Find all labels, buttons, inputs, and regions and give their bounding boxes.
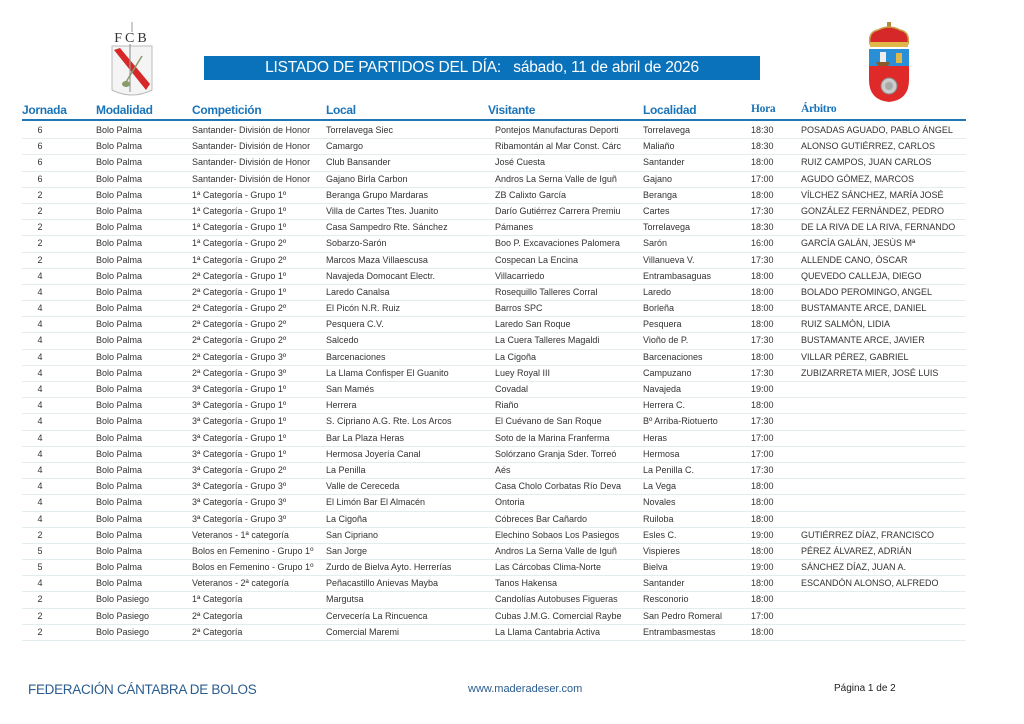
cell-visitante: Pontejos Manufacturas Deporti (495, 125, 619, 135)
table-row (22, 479, 966, 495)
table-row (22, 155, 966, 171)
cell-hora: 17:30 (751, 416, 774, 427)
table-row (22, 414, 966, 430)
cell-modalidad: Bolo Palma (96, 157, 143, 168)
cell-competicion: 2ª Categoría - Grupo 2º (192, 303, 287, 314)
cell-modalidad: Bolo Palma (96, 189, 143, 200)
cell-visitante: Casa Cholo Corbatas Río Deva (495, 481, 622, 492)
cell-jornada: 6 (37, 141, 43, 152)
cantabria-coat-of-arms (864, 22, 914, 104)
table-row (22, 625, 966, 641)
cell-jornada: 4 (37, 286, 43, 297)
cell-competicion: 3ª Categoría - Grupo 3º (192, 481, 287, 492)
cell-modalidad: Bolo Palma (96, 351, 143, 362)
cell-jornada: 4 (37, 513, 43, 524)
cell-localidad: Gajano (643, 173, 673, 184)
cell-competicion: 2ª Categoría - Grupo 2º (192, 335, 287, 346)
cell-local: Pesquera C.V. (326, 319, 384, 330)
cell-hora: 18:00 (751, 270, 774, 281)
cell-local: El Limón Bar El Almacén (326, 497, 426, 508)
table-row (22, 560, 966, 576)
cell-local: Barcenaciones (326, 351, 386, 362)
cell-jornada: 4 (37, 578, 43, 589)
cell-hora: 18:00 (751, 400, 774, 411)
cell-arbitro: AGUDO GÓMEZ, MARCOS (801, 173, 915, 184)
cell-modalidad: Bolo Palma (96, 141, 143, 152)
cell-hora: 17:00 (751, 432, 774, 443)
column-header-hora: Hora (751, 103, 776, 115)
cell-arbitro: GUTIÉRREZ DÍAZ, FRANCISCO (801, 529, 935, 540)
cell-visitante: José Cuesta (495, 157, 546, 168)
table-row (22, 236, 966, 252)
cell-hora: 17:00 (751, 173, 774, 184)
column-header-jornada: Jornada (22, 103, 67, 117)
cell-localidad: Laredo (643, 286, 672, 297)
title-spacer (501, 59, 513, 77)
cell-arbitro: ALLENDE CANO, ÓSCAR (801, 254, 908, 265)
cell-local: El Picón N.R. Ruiz (326, 303, 401, 314)
cell-localidad: Barcenaciones (643, 351, 703, 362)
cell-hora: 17:30 (751, 254, 774, 265)
cell-visitante: Soto de la Marina Franferma (495, 432, 610, 443)
cell-jornada: 4 (37, 416, 43, 427)
cell-visitante: Cospecan La Encina (495, 254, 579, 265)
cell-modalidad: Bolo Palma (96, 513, 143, 524)
table-row (22, 528, 966, 544)
cell-localidad: San Pedro Romeral (643, 610, 723, 621)
cell-localidad: Villanueva V. (643, 254, 695, 265)
cell-arbitro: PÉREZ ÁLVAREZ, ADRIÁN (801, 545, 912, 556)
table-row (22, 139, 966, 155)
cell-competicion: 3ª Categoría - Grupo 1º (192, 384, 287, 394)
column-header-localidad: Localidad (643, 103, 697, 117)
cell-arbitro: RUIZ CAMPOS, JUAN CARLOS (801, 157, 932, 168)
cell-arbitro: GARCÍA GALÁN, JESÚS Mª (801, 238, 916, 249)
cell-local: Salcedo (326, 335, 359, 346)
cell-arbitro: GONZÁLEZ FERNÁNDEZ, PEDRO (801, 205, 945, 216)
cell-arbitro: SÁNCHEZ DÍAZ, JUAN A. (801, 562, 907, 573)
cell-local: Beranga Grupo Mardaras (326, 189, 429, 200)
cell-arbitro: ZUBIZARRETA MIER, JOSÉ LUIS (801, 367, 939, 378)
matches-table (22, 123, 966, 641)
cell-modalidad: Bolo Pasiego (96, 610, 150, 621)
cell-localidad: Entrambasaguas (643, 270, 712, 281)
cell-local: Hermosa Joyería Canal (326, 448, 421, 459)
cell-competicion: 3ª Categoría - Grupo 2º (192, 464, 287, 475)
cell-localidad: Entrambasmestas (643, 626, 716, 637)
cell-jornada: 2 (37, 222, 43, 233)
cell-competicion: 2ª Categoría - Grupo 1º (192, 286, 287, 297)
cell-jornada: 2 (37, 610, 43, 621)
cell-local: Peñacastillo Anievas Mayba (326, 578, 439, 589)
cell-competicion: 2ª Categoría (192, 610, 243, 621)
title-date: sábado, 11 de abril de 2026 (513, 59, 699, 76)
table-row (22, 350, 966, 366)
cell-visitante: Rosequillo Talleres Corral (495, 286, 598, 297)
cell-local: Torrelavega Siec (326, 125, 394, 135)
cell-hora: 18:00 (751, 626, 774, 637)
cell-visitante: Riaño (495, 400, 519, 411)
cell-local: Gajano Birla Carbon (326, 173, 408, 184)
cell-jornada: 4 (37, 448, 43, 459)
cell-local: Marcos Maza Villaescusa (326, 254, 428, 265)
cell-hora: 18:00 (751, 286, 774, 297)
cell-localidad: Santander (643, 578, 685, 589)
cell-hora: 18:00 (751, 189, 774, 200)
table-row (22, 317, 966, 333)
cell-modalidad: Bolo Palma (96, 432, 143, 443)
cell-hora: 18:00 (751, 594, 774, 605)
cell-visitante: ZB Calixto García (495, 189, 567, 200)
cell-competicion: 2ª Categoría - Grupo 1º (192, 270, 287, 281)
cell-jornada: 6 (37, 173, 43, 184)
table-row (22, 544, 966, 560)
cell-visitante: El Cuévano de San Roque (495, 416, 602, 427)
cell-modalidad: Bolo Palma (96, 270, 143, 281)
cell-jornada: 6 (37, 157, 43, 168)
cell-modalidad: Bolo Palma (96, 384, 143, 394)
cell-hora: 18:30 (751, 222, 774, 233)
cell-localidad: Vioño de P. (643, 335, 689, 346)
cell-visitante: La Cuera Talleres Magaldi (495, 335, 600, 346)
cell-modalidad: Bolo Palma (96, 222, 143, 233)
cell-local: San Cipriano (326, 529, 379, 540)
cell-visitante: Andros La Serna Valle de Iguñ (495, 545, 617, 556)
cell-modalidad: Bolo Palma (96, 400, 143, 411)
cell-hora: 18:00 (751, 481, 774, 492)
cell-jornada: 4 (37, 367, 43, 378)
cell-hora: 17:30 (751, 335, 774, 346)
cell-localidad: Bº Arriba-Riotuerto (643, 416, 718, 427)
cell-jornada: 2 (37, 626, 43, 637)
cell-modalidad: Bolo Palma (96, 173, 143, 184)
cell-modalidad: Bolo Palma (96, 562, 143, 573)
table-row (22, 398, 966, 414)
cell-arbitro: BUSTAMANTE ARCE, JAVIER (801, 335, 925, 346)
cell-localidad: Borleña (643, 303, 675, 314)
table-row (22, 609, 966, 625)
cell-local: San Jorge (326, 545, 368, 556)
cell-jornada: 2 (37, 189, 43, 200)
cell-local: Casa Sampedro Rte. Sánchez (326, 222, 448, 233)
cell-visitante: La Llama Cantabria Activa (495, 626, 601, 637)
cell-competicion: 3ª Categoría - Grupo 1º (192, 432, 287, 443)
cell-local: Laredo Canalsa (326, 286, 390, 297)
cell-hora: 18:00 (751, 545, 774, 556)
cell-competicion: 3ª Categoría - Grupo 1º (192, 400, 287, 411)
cell-competicion: Santander- División de Honor (192, 141, 311, 152)
cell-jornada: 4 (37, 351, 43, 362)
cell-hora: 17:00 (751, 448, 774, 459)
cell-visitante: Luey Royal III (495, 367, 551, 378)
cell-arbitro: POSADAS AGUADO, PABLO ÁNGEL (801, 125, 953, 135)
cell-local: Valle de Cereceda (326, 481, 400, 492)
cell-hora: 17:30 (751, 464, 774, 475)
cell-modalidad: Bolo Palma (96, 254, 143, 265)
cell-local: Bar La Plaza Heras (326, 432, 405, 443)
cell-modalidad: Bolo Pasiego (96, 626, 150, 637)
cell-jornada: 4 (37, 464, 43, 475)
cell-arbitro: ESCANDÓN ALONSO, ALFREDO (801, 578, 939, 589)
cell-competicion: 3ª Categoría - Grupo 3º (192, 513, 287, 524)
cell-arbitro: DE LA RIVA DE LA RIVA, FERNANDO (801, 222, 956, 233)
cell-localidad: Pesquera (643, 319, 682, 330)
cell-visitante: Ontoria (495, 497, 525, 508)
cell-localidad: La Vega (643, 481, 677, 492)
cell-visitante: Cóbreces Bar Cañardo (495, 513, 588, 524)
cell-visitante: Boo P. Excavaciones Palomera (495, 238, 620, 249)
cell-local: Comercial Maremi (326, 626, 400, 637)
table-header (22, 101, 966, 121)
cell-jornada: 6 (37, 125, 43, 135)
table-row (22, 269, 966, 285)
cell-localidad: Navajeda (643, 384, 682, 394)
cell-local: La Penilla (326, 464, 366, 475)
cell-hora: 17:00 (751, 610, 774, 621)
cell-jornada: 4 (37, 384, 43, 394)
cell-hora: 18:00 (751, 578, 774, 589)
cell-localidad: Torrelavega (643, 125, 691, 135)
cell-modalidad: Bolo Palma (96, 464, 143, 475)
column-header-visitante: Visitante (488, 103, 536, 117)
cell-hora: 16:00 (751, 238, 774, 249)
cell-hora: 18:00 (751, 319, 774, 330)
cell-hora: 18:30 (751, 141, 774, 152)
table-row (22, 463, 966, 479)
cell-visitante: Cubas J.M.G. Comercial Raybe (495, 610, 622, 621)
cell-visitante: Ribamontán al Mar Const. Cárc (495, 141, 622, 152)
cell-localidad: Bielva (643, 562, 668, 573)
cell-visitante: Candolías Autobuses Figueras (495, 594, 618, 605)
cell-localidad: Resconorio (643, 594, 689, 605)
cell-competicion: 1ª Categoría - Grupo 1º (192, 222, 287, 233)
cell-arbitro: VÍLCHEZ SÁNCHEZ, MARÍA JOSÉ (801, 189, 944, 200)
table-row (22, 188, 966, 204)
cell-localidad: Beranga (643, 189, 678, 200)
cell-arbitro: RUIZ SALMÓN, LIDIA (801, 319, 891, 330)
cell-local: Club Bansander (326, 157, 391, 168)
cell-competicion: Bolos en Femenino - Grupo 1º (192, 562, 314, 573)
cell-localidad: Esles C. (643, 529, 677, 540)
cell-modalidad: Bolo Pasiego (96, 594, 150, 605)
cell-hora: 19:00 (751, 562, 774, 573)
cell-local: La Cigoña (326, 513, 368, 524)
cell-competicion: Bolos en Femenino - Grupo 1º (192, 545, 314, 556)
cell-jornada: 2 (37, 254, 43, 265)
table-row (22, 172, 966, 188)
cell-localidad: Heras (643, 432, 668, 443)
cell-hora: 18:30 (751, 125, 774, 135)
cell-visitante: Elechino Sobaos Los Pasiegos (495, 529, 620, 540)
cell-modalidad: Bolo Palma (96, 448, 143, 459)
cell-localidad: Campuzano (643, 367, 692, 378)
cell-modalidad: Bolo Palma (96, 205, 143, 216)
cell-jornada: 4 (37, 303, 43, 314)
cell-localidad: Ruiloba (643, 513, 674, 524)
cell-arbitro: BUSTAMANTE ARCE, DANIEL (801, 303, 927, 314)
table-row (22, 592, 966, 608)
table-row (22, 447, 966, 463)
cell-hora: 19:00 (751, 384, 774, 394)
cell-competicion: Veteranos - 1ª categoría (192, 529, 289, 540)
cell-competicion: 2ª Categoría - Grupo 3º (192, 351, 287, 362)
table-row (22, 512, 966, 528)
table-row (22, 220, 966, 236)
table-row (22, 333, 966, 349)
cell-modalidad: Bolo Palma (96, 335, 143, 346)
cell-competicion: 1ª Categoría - Grupo 1º (192, 189, 287, 200)
cell-jornada: 4 (37, 481, 43, 492)
cell-jornada: 2 (37, 238, 43, 249)
cell-visitante: Covadal (495, 384, 529, 394)
cell-modalidad: Bolo Palma (96, 416, 143, 427)
cell-jornada: 2 (37, 594, 43, 605)
cell-jornada: 4 (37, 319, 43, 330)
cell-visitante: Darío Gutiérrez Carrera Premiu (495, 205, 621, 216)
cell-modalidad: Bolo Palma (96, 319, 143, 330)
table-row (22, 366, 966, 382)
cell-local: Margutsa (326, 594, 364, 605)
cell-localidad: La Penilla C. (643, 464, 695, 475)
cell-hora: 18:00 (751, 497, 774, 508)
column-header-local: Local (326, 103, 356, 117)
cell-arbitro: QUEVEDO CALLEJA, DIEGO (801, 270, 922, 281)
column-header-arbitro: Árbitro (801, 103, 837, 115)
cell-local: Cervecería La Rincuenca (326, 610, 428, 621)
cell-arbitro: VILLAR PÉREZ, GABRIEL (801, 351, 909, 362)
table-row (22, 253, 966, 269)
cell-localidad: Novales (643, 497, 676, 508)
cell-visitante: Las Cárcobas Clima-Norte (495, 562, 602, 573)
cell-competicion: Veteranos - 2ª categoría (192, 578, 289, 589)
cell-modalidad: Bolo Palma (96, 578, 143, 589)
cell-hora: 18:00 (751, 351, 774, 362)
table-row (22, 495, 966, 511)
cell-jornada: 4 (37, 497, 43, 508)
cell-visitante: Andros La Serna Valle de Iguñ (495, 173, 617, 184)
cell-competicion: 1ª Categoría (192, 594, 243, 605)
cell-local: Camargo (326, 141, 364, 152)
cell-local: Herrera (326, 400, 357, 411)
cell-localidad: Torrelavega (643, 222, 691, 233)
cell-jornada: 4 (37, 400, 43, 411)
table-row (22, 382, 966, 398)
cell-visitante: Pámanes (495, 222, 534, 233)
table-row (22, 204, 966, 220)
page-title (204, 56, 760, 80)
cell-localidad: Vispieres (643, 545, 680, 556)
table-row (22, 576, 966, 592)
cell-local: Villa de Cartes Ttes. Juanito (326, 205, 439, 216)
table-row (22, 301, 966, 317)
cell-local: San Mamés (326, 384, 375, 394)
cell-modalidad: Bolo Palma (96, 238, 143, 249)
cell-competicion: Santander- División de Honor (192, 173, 311, 184)
cell-competicion: Santander- División de Honor (192, 157, 311, 168)
cell-competicion: 3ª Categoría - Grupo 3º (192, 497, 287, 508)
cell-localidad: Hermosa (643, 448, 680, 459)
cell-hora: 17:30 (751, 367, 774, 378)
cell-jornada: 4 (37, 432, 43, 443)
cell-visitante: Barros SPC (495, 303, 543, 314)
cell-competicion: 3ª Categoría - Grupo 1º (192, 448, 287, 459)
cell-visitante: Solórzano Granja Sder. Torreó (495, 448, 617, 459)
cell-arbitro: ALONSO GUTIÉRREZ, CARLOS (801, 141, 936, 152)
cell-hora: 19:00 (751, 529, 774, 540)
svg-text:FCB: FCB (114, 31, 150, 46)
column-header-modalidad: Modalidad (96, 103, 153, 117)
cell-hora: 17:30 (751, 205, 774, 216)
cell-modalidad: Bolo Palma (96, 529, 143, 540)
cell-hora: 18:00 (751, 303, 774, 314)
cell-modalidad: Bolo Palma (96, 545, 143, 556)
cell-local: La Llama Confisper El Guanito (326, 367, 449, 378)
cell-competicion: 2ª Categoría - Grupo 2º (192, 319, 287, 330)
cell-competicion: 2ª Categoría (192, 626, 243, 637)
cell-modalidad: Bolo Palma (96, 481, 143, 492)
table-row (22, 123, 966, 139)
cell-jornada: 5 (37, 562, 43, 573)
page-number: Página 1 de 2 (834, 683, 896, 694)
cell-competicion: 3ª Categoría - Grupo 1º (192, 416, 287, 427)
cell-visitante: Laredo San Roque (495, 319, 571, 330)
footer-organization: FEDERACIÓN CÁNTABRA DE BOLOS (28, 682, 257, 697)
cell-competicion: 2ª Categoría - Grupo 3º (192, 367, 287, 378)
table-row (22, 431, 966, 447)
cell-jornada: 2 (37, 529, 43, 540)
cell-competicion: 1ª Categoría - Grupo 1º (192, 205, 287, 216)
cell-visitante: Tanos Hakensa (495, 578, 558, 589)
cell-jornada: 2 (37, 205, 43, 216)
cell-jornada: 5 (37, 545, 43, 556)
cell-local: Navajeda Domocant Electr. (326, 270, 436, 281)
cell-hora: 18:00 (751, 513, 774, 524)
column-header-competicion: Competición (192, 103, 262, 117)
fcb-logo (106, 22, 158, 100)
cell-localidad: Maliaño (643, 141, 675, 152)
cell-modalidad: Bolo Palma (96, 303, 143, 314)
cell-localidad: Santander (643, 157, 685, 168)
cell-jornada: 4 (37, 335, 43, 346)
cell-competicion: Santander- División de Honor (192, 125, 311, 135)
cell-hora: 18:00 (751, 157, 774, 168)
cell-arbitro: BOLADO PEROMINGO, ANGEL (801, 286, 933, 297)
cell-local: Sobarzo-Sarón (326, 238, 387, 249)
cell-localidad: Sarón (643, 238, 668, 249)
cell-visitante: Aés (495, 464, 511, 475)
cell-local: S. Cipriano A.G. Rte. Los Arcos (326, 416, 452, 427)
cell-competicion: 1ª Categoría - Grupo 2º (192, 238, 287, 249)
footer-website-link[interactable]: www.maderadeser.com (468, 683, 583, 695)
cell-visitante: La Cigoña (495, 351, 537, 362)
cell-visitante: Villacarriedo (495, 270, 545, 281)
cell-localidad: Cartes (643, 205, 670, 216)
cell-modalidad: Bolo Palma (96, 286, 143, 297)
table-row (22, 285, 966, 301)
cell-localidad: Herrera C. (643, 400, 686, 411)
cell-local: Zurdo de Bielva Ayto. Herrerías (326, 562, 452, 573)
cell-jornada: 4 (37, 270, 43, 281)
cell-modalidad: Bolo Palma (96, 125, 143, 135)
title-prefix: LISTADO DE PARTIDOS DEL DÍA: (265, 59, 501, 76)
cell-competicion: 1ª Categoría - Grupo 2º (192, 254, 287, 265)
cell-modalidad: Bolo Palma (96, 367, 143, 378)
cell-modalidad: Bolo Palma (96, 497, 143, 508)
